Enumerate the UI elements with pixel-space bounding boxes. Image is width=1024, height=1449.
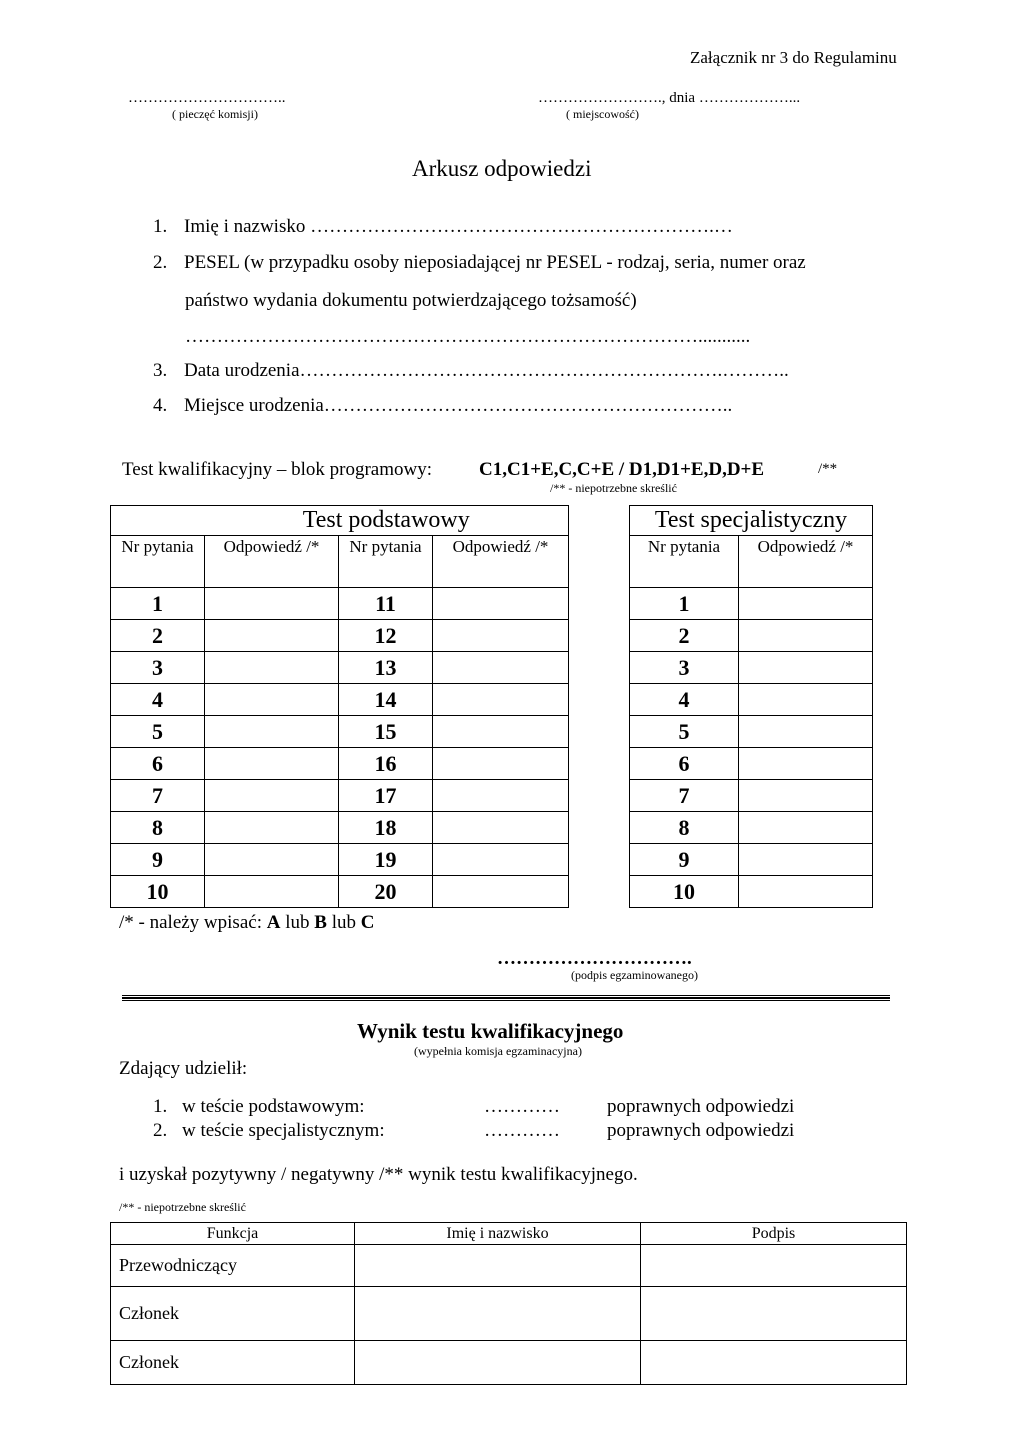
result-subtitle: (wypełnia komisja egzaminacyjna): [414, 1044, 582, 1058]
place-label: ( miejscowość): [566, 107, 639, 121]
answer-cell[interactable]: [205, 844, 339, 876]
stamp-dots: …………………………..: [128, 90, 286, 106]
answer-cell[interactable]: [433, 844, 569, 876]
basic-test-row: [111, 876, 569, 908]
special-test-table: [629, 505, 873, 908]
question-number: 14: [339, 684, 433, 716]
result-row-special: [153, 1120, 385, 1142]
question-number: 16: [339, 748, 433, 780]
result-row-basic: [153, 1096, 365, 1118]
row-number: 1.: [153, 1096, 168, 1117]
question-number: 7: [630, 780, 739, 812]
question-number: 1: [630, 588, 739, 620]
answer-option-b: B: [314, 912, 327, 933]
row-label: w teście podstawowym:: [182, 1096, 365, 1117]
question-number: 3: [630, 652, 739, 684]
col-nr-header: Nr pytania: [339, 536, 433, 588]
special-test-row: [630, 748, 873, 780]
question-number: 19: [339, 844, 433, 876]
place-date-dots: ……………………., dnia ………………...: [538, 90, 801, 106]
question-number: 4: [111, 684, 205, 716]
result-note: /** - niepotrzebne skreślić: [119, 1200, 246, 1214]
signature-dots: ………………………….: [497, 948, 692, 969]
special-test-row: [630, 812, 873, 844]
question-number: 2: [630, 620, 739, 652]
basic-test-row: [111, 812, 569, 844]
answer-cell[interactable]: [739, 812, 873, 844]
row-label: w teście specjalistycznym:: [182, 1120, 385, 1141]
answer-cell[interactable]: [205, 684, 339, 716]
question-number: 15: [339, 716, 433, 748]
basic-test-row: [111, 652, 569, 684]
result-title: Wynik testu kwalifikacyjnego: [357, 1019, 624, 1043]
answer-note-or: lub: [331, 912, 356, 933]
question-number: 10: [630, 876, 739, 908]
special-test-row: [630, 652, 873, 684]
answer-cell[interactable]: [739, 652, 873, 684]
question-number: 10: [111, 876, 205, 908]
test-block-note: /** - niepotrzebne skreślić: [550, 481, 677, 495]
question-number: 8: [630, 812, 739, 844]
signature-label: (podpis egzaminowanego): [571, 968, 698, 982]
test-block-mark: /**: [818, 461, 838, 477]
answer-note-or: lub: [285, 912, 310, 933]
question-number: 2: [111, 620, 205, 652]
answer-cell[interactable]: [433, 652, 569, 684]
answer-option-c: C: [360, 912, 375, 933]
signature-cell: [641, 1341, 907, 1385]
separator-line: [122, 995, 890, 1001]
answer-cell[interactable]: [433, 876, 569, 908]
answer-cell[interactable]: [205, 716, 339, 748]
answer-cell[interactable]: [433, 780, 569, 812]
question-number: 3: [111, 652, 205, 684]
role-chairman: Przewodniczący: [111, 1245, 355, 1287]
answer-cell[interactable]: [433, 588, 569, 620]
special-test-row: [630, 844, 873, 876]
basic-test-row: [111, 588, 569, 620]
question-number: 9: [630, 844, 739, 876]
answer-cell[interactable]: [739, 620, 873, 652]
result-suffix-basic: poprawnych odpowiedzi: [607, 1096, 795, 1117]
result-outcome: i uzyskał pozytywny / negatywny /** wynik testu kwalifikacyjnego.: [119, 1164, 638, 1185]
field-pesel-dots: ………………………………………………………………………...........: [185, 326, 751, 347]
field-number: 4.: [153, 395, 168, 416]
special-test-row: [630, 684, 873, 716]
field-birthplace: [153, 395, 732, 417]
answer-option-a: A: [266, 912, 281, 933]
signature-cell: [641, 1245, 907, 1287]
field-number: 1.: [153, 216, 168, 237]
field-label: PESEL (w przypadku osoby nieposiadającej nr PESEL - rodzaj, seria, numer oraz: [184, 252, 806, 273]
question-number: 5: [111, 716, 205, 748]
basic-test-row: [111, 684, 569, 716]
special-test-row: [630, 876, 873, 908]
basic-test-table: [110, 505, 569, 908]
name-cell: [355, 1245, 641, 1287]
question-number: 11: [339, 588, 433, 620]
basic-test-row: [111, 780, 569, 812]
question-number: 7: [111, 780, 205, 812]
question-number: 9: [111, 844, 205, 876]
answer-cell[interactable]: [433, 684, 569, 716]
question-number: 12: [339, 620, 433, 652]
col-answer-header: Odpowiedź /*: [739, 536, 873, 588]
name-cell: [355, 1341, 641, 1385]
col-signature-header: Podpis: [641, 1223, 907, 1245]
answer-cell[interactable]: [205, 748, 339, 780]
test-block-label: Test kwalifikacyjny – blok programowy:: [122, 459, 432, 480]
col-nr-header: Nr pytania: [111, 536, 205, 588]
answer-cell[interactable]: [739, 748, 873, 780]
field-birthdate: [153, 360, 789, 382]
granted-label: Zdający udzielił:: [119, 1058, 248, 1079]
page-title: Arkusz odpowiedzi: [412, 156, 592, 181]
field-pesel: [153, 252, 806, 274]
answer-cell[interactable]: [433, 716, 569, 748]
role-member: Członek: [111, 1287, 355, 1341]
result-dots-basic: …………: [484, 1096, 560, 1117]
test-block-options: C1,C1+E,C,C+E / D1,D1+E,D,D+E: [479, 459, 765, 480]
answer-cell[interactable]: [205, 780, 339, 812]
question-number: 20: [339, 876, 433, 908]
answer-cell[interactable]: [205, 652, 339, 684]
field-label: Imię i nazwisko ……………………………………………………….…: [184, 216, 733, 237]
col-name-header: Imię i nazwisko: [355, 1223, 641, 1245]
answer-cell[interactable]: [739, 844, 873, 876]
answer-cell[interactable]: [205, 812, 339, 844]
name-cell: [355, 1287, 641, 1341]
answer-cell[interactable]: [433, 620, 569, 652]
answer-cell[interactable]: [739, 876, 873, 908]
answer-note: [119, 912, 374, 934]
stamp-label: ( pieczęć komisji): [172, 107, 258, 121]
col-nr-header: Nr pytania: [630, 536, 739, 588]
answer-cell[interactable]: [433, 812, 569, 844]
question-number: 1: [111, 588, 205, 620]
question-number: 6: [111, 748, 205, 780]
special-test-row: [630, 716, 873, 748]
field-label: Miejsce urodzenia………………………………………………………..: [184, 395, 733, 416]
answer-cell[interactable]: [739, 588, 873, 620]
question-number: 8: [111, 812, 205, 844]
result-dots-special: …………: [484, 1120, 560, 1141]
special-test-row: [630, 588, 873, 620]
field-name: [153, 216, 733, 238]
field-pesel-cont: państwo wydania dokumentu potwierdzającego tożsamość): [185, 290, 637, 311]
answer-cell[interactable]: [739, 684, 873, 716]
col-answer-header: Odpowiedź /*: [433, 536, 569, 588]
col-answer-header: Odpowiedź /*: [205, 536, 339, 588]
result-suffix-special: poprawnych odpowiedzi: [607, 1120, 795, 1141]
col-function-header: Funkcja: [111, 1223, 355, 1245]
special-test-row: [630, 780, 873, 812]
answer-cell[interactable]: [205, 620, 339, 652]
answer-cell[interactable]: [739, 780, 873, 812]
role-member: Członek: [111, 1341, 355, 1385]
question-number: 5: [630, 716, 739, 748]
signature-cell: [641, 1287, 907, 1341]
question-number: 17: [339, 780, 433, 812]
row-number: 2.: [153, 1120, 168, 1141]
answer-cell[interactable]: [205, 588, 339, 620]
question-number: 6: [630, 748, 739, 780]
basic-test-row: [111, 844, 569, 876]
question-number: 18: [339, 812, 433, 844]
special-test-row: [630, 620, 873, 652]
answer-cell[interactable]: [205, 876, 339, 908]
answer-cell[interactable]: [739, 716, 873, 748]
basic-test-row: [111, 748, 569, 780]
question-number: 4: [630, 684, 739, 716]
question-number: 13: [339, 652, 433, 684]
field-label: Data urodzenia………………………………………………………….………..: [184, 360, 789, 381]
special-test-title: Test specjalistyczny: [630, 506, 873, 536]
answer-note-prefix: /* - należy wpisać:: [119, 912, 262, 933]
basic-test-title: Test podstawowy: [205, 506, 569, 536]
basic-test-row: [111, 716, 569, 748]
basic-test-row: [111, 620, 569, 652]
field-number: 2.: [153, 252, 168, 273]
field-number: 3.: [153, 360, 168, 381]
attachment-label: Załącznik nr 3 do Regulaminu: [690, 48, 897, 67]
committee-table: [110, 1222, 907, 1385]
answer-cell[interactable]: [433, 748, 569, 780]
